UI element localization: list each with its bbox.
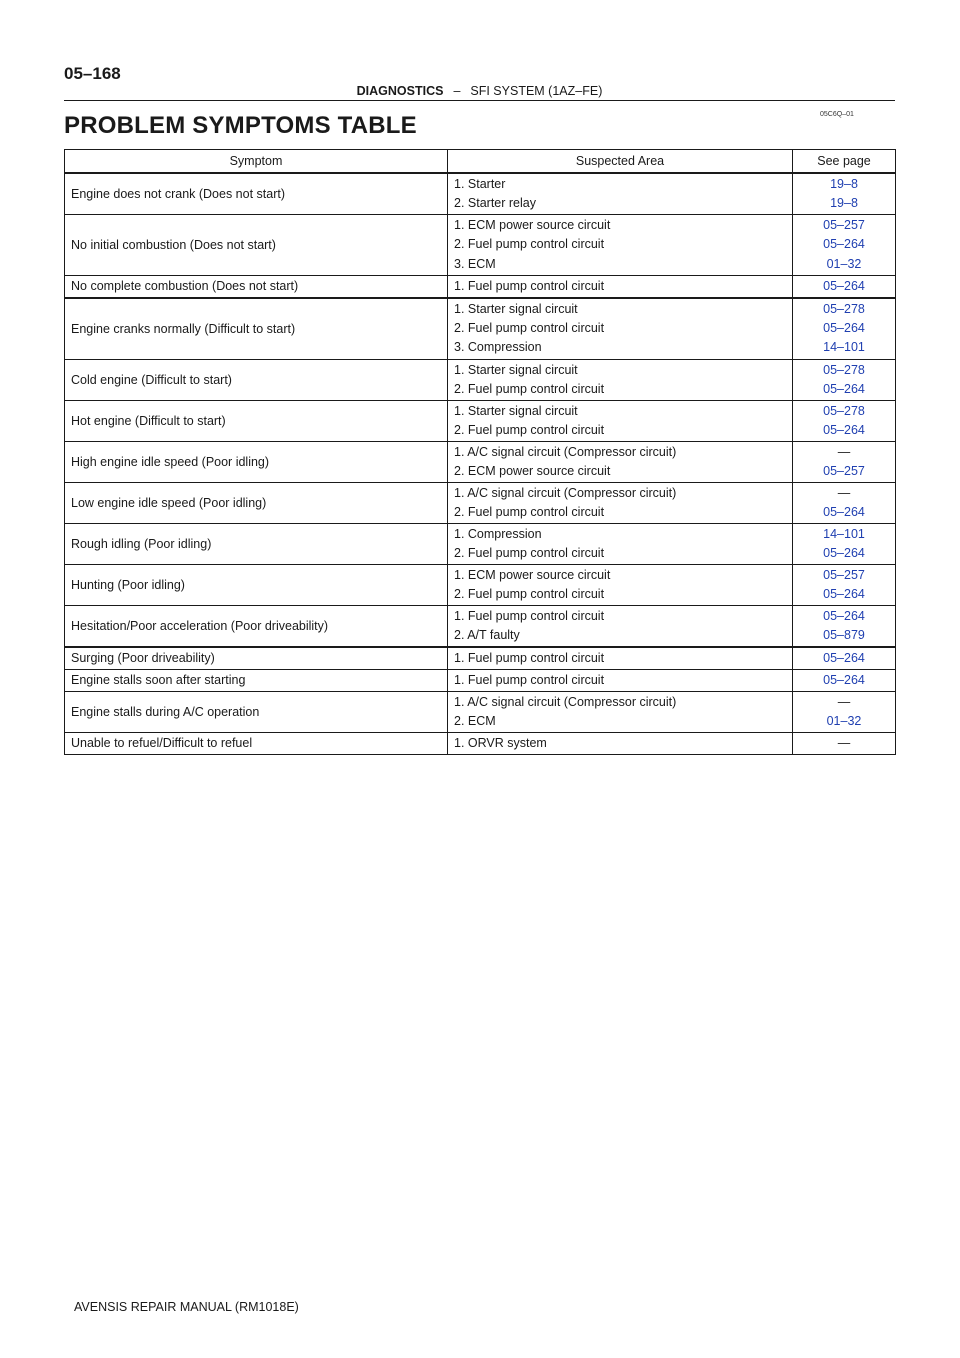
- suspected-area-cell: [448, 647, 793, 670]
- see-page-cell: [793, 400, 896, 441]
- see-page-cell: [793, 669, 896, 691]
- symptom-cell: Hesitation/Poor acceleration (Poor driveability): [65, 605, 448, 647]
- suspected-area-cell: [448, 400, 793, 441]
- page-reference-link[interactable]: 05–264: [823, 237, 865, 252]
- symptom-cell: Hot engine (Difficult to start): [65, 400, 448, 441]
- page-reference-link[interactable]: 05–264: [823, 422, 865, 437]
- symptom-cell: Engine stalls during A/C operation: [65, 691, 448, 732]
- no-page-dash: —: [837, 694, 851, 709]
- header-rule: [64, 100, 895, 101]
- symptom-cell: Engine does not crank (Does not start): [65, 173, 448, 215]
- see-page-cell: [793, 275, 896, 298]
- section-system: SFI SYSTEM (1AZ–FE): [470, 84, 603, 98]
- no-page-dash: —: [837, 485, 851, 500]
- table-row: [65, 482, 896, 523]
- page-reference-link[interactable]: 05–278: [823, 301, 865, 316]
- no-page-dash: —: [837, 444, 851, 459]
- page-reference-link[interactable]: 05–264: [823, 504, 865, 519]
- symptom-cell: Cold engine (Difficult to start): [65, 359, 448, 400]
- table-row: [65, 173, 896, 215]
- suspected-area-cell: [448, 359, 793, 400]
- header-see-page: See page: [793, 150, 896, 174]
- see-page-cell: [793, 732, 896, 754]
- suspected-area-item: 2. Fuel pump control circuit: [454, 381, 605, 396]
- table-row: [65, 400, 896, 441]
- footer-manual-id: AVENSIS REPAIR MANUAL (RM1018E): [74, 1300, 299, 1314]
- page-reference-link[interactable]: 05–264: [823, 586, 865, 601]
- section-category: DIAGNOSTICS: [356, 84, 444, 98]
- page-reference-link[interactable]: 05–879: [823, 627, 865, 642]
- symptom-cell: No complete combustion (Does not start): [65, 275, 448, 298]
- suspected-area-cell: [448, 523, 793, 564]
- page-reference-link[interactable]: 05–278: [823, 403, 865, 418]
- see-page-cell: [793, 173, 896, 215]
- suspected-area-item: 2. Fuel pump control circuit: [454, 586, 605, 601]
- symptom-cell: High engine idle speed (Poor idling): [65, 441, 448, 482]
- table-row: [65, 647, 896, 670]
- suspected-area-cell: [448, 482, 793, 523]
- page-reference-link[interactable]: 05–264: [823, 672, 865, 687]
- suspected-area-item: 2. A/T faulty: [454, 627, 520, 642]
- symptom-cell: No initial combustion (Does not start): [65, 215, 448, 276]
- suspected-area-cell: [448, 275, 793, 298]
- page-reference-link[interactable]: 14–101: [823, 340, 865, 355]
- table-row: [65, 564, 896, 605]
- page-reference-link[interactable]: 19–8: [830, 196, 858, 210]
- suspected-area-cell: [448, 691, 793, 732]
- suspected-area-item: 2. Fuel pump control circuit: [454, 545, 605, 560]
- suspected-area-cell: [448, 215, 793, 276]
- suspected-area-item: 2. Fuel pump control circuit: [454, 237, 605, 252]
- table-header-row: [65, 150, 896, 174]
- page-reference-link[interactable]: 05–264: [823, 321, 865, 336]
- table-row: [65, 215, 896, 276]
- see-page-cell: [793, 298, 896, 359]
- suspected-area-item: 1. Starter signal circuit: [454, 403, 578, 418]
- page-reference-link[interactable]: 19–8: [830, 177, 858, 191]
- see-page-cell: [793, 605, 896, 647]
- figure-code: 05C6Q–01: [820, 111, 854, 118]
- suspected-area-item: 3. ECM: [454, 256, 496, 271]
- see-page-cell: [793, 215, 896, 276]
- symptom-cell: Engine stalls soon after starting: [65, 669, 448, 691]
- page-number: 05–168: [64, 64, 121, 83]
- suspected-area-item: 1. Starter signal circuit: [454, 301, 578, 316]
- symptom-cell: Engine cranks normally (Difficult to start): [65, 298, 448, 359]
- see-page-cell: [793, 482, 896, 523]
- suspected-area-item: 1. Starter: [454, 177, 506, 191]
- page-reference-link[interactable]: 01–32: [826, 256, 862, 271]
- symptom-cell: Surging (Poor driveability): [65, 647, 448, 670]
- page-reference-link[interactable]: 05–278: [823, 362, 865, 377]
- page-reference-link[interactable]: 05–264: [823, 381, 865, 396]
- page-reference-link[interactable]: 05–264: [823, 545, 865, 560]
- table-row: [65, 732, 896, 754]
- suspected-area-item: 1. Fuel pump control circuit: [454, 650, 605, 665]
- header-symptom: Symptom: [65, 150, 448, 174]
- suspected-area-cell: [448, 173, 793, 215]
- table-row: [65, 605, 896, 647]
- suspected-area-item: 1. A/C signal circuit (Compressor circuit): [454, 444, 677, 459]
- page-reference-link[interactable]: 05–257: [823, 218, 865, 232]
- see-page-cell: [793, 691, 896, 732]
- suspected-area-item: 2. Starter relay: [454, 196, 536, 210]
- suspected-area-item: 2. Fuel pump control circuit: [454, 504, 605, 519]
- see-page-cell: [793, 359, 896, 400]
- symptom-cell: Rough idling (Poor idling): [65, 523, 448, 564]
- suspected-area-item: 3. Compression: [454, 340, 542, 355]
- table-row: [65, 523, 896, 564]
- suspected-area-item: 1. Compression: [454, 526, 542, 541]
- see-page-cell: [793, 564, 896, 605]
- suspected-area-item: 1. Fuel pump control circuit: [454, 278, 605, 293]
- suspected-area-item: 1. A/C signal circuit (Compressor circuit): [454, 694, 677, 709]
- suspected-area-cell: [448, 605, 793, 647]
- page-reference-link[interactable]: 05–257: [823, 463, 865, 478]
- page-reference-link[interactable]: 05–257: [823, 567, 865, 582]
- header-suspected-area: Suspected Area: [448, 150, 793, 174]
- table-body: [65, 173, 896, 754]
- table-row: [65, 691, 896, 732]
- suspected-area-cell: [448, 564, 793, 605]
- suspected-area-cell: [448, 732, 793, 754]
- section-header: [64, 84, 895, 98]
- section-dash: –: [453, 84, 461, 98]
- see-page-cell: [793, 647, 896, 670]
- suspected-area-item: 1. ECM power source circuit: [454, 218, 611, 232]
- problem-symptoms-table: [64, 149, 896, 755]
- page-reference-link[interactable]: 05–264: [823, 650, 865, 665]
- suspected-area-item: 2. Fuel pump control circuit: [454, 321, 605, 336]
- suspected-area-item: 1. ORVR system: [454, 735, 547, 750]
- suspected-area-item: 2. ECM: [454, 713, 496, 728]
- see-page-cell: [793, 523, 896, 564]
- suspected-area-cell: [448, 441, 793, 482]
- table-row: [65, 359, 896, 400]
- symptom-cell: Low engine idle speed (Poor idling): [65, 482, 448, 523]
- table-row: [65, 275, 896, 298]
- suspected-area-cell: [448, 298, 793, 359]
- suspected-area-item: 2. ECM power source circuit: [454, 463, 611, 478]
- page-reference-link[interactable]: 05–264: [823, 608, 865, 623]
- suspected-area-item: 1. Fuel pump control circuit: [454, 608, 605, 623]
- page-reference-link[interactable]: 14–101: [823, 526, 865, 541]
- page-reference-link[interactable]: 05–264: [823, 278, 865, 293]
- suspected-area-item: 1. Starter signal circuit: [454, 362, 578, 377]
- suspected-area-item: 2. Fuel pump control circuit: [454, 422, 605, 437]
- page-title: PROBLEM SYMPTOMS TABLE: [64, 112, 417, 139]
- table-row: [65, 441, 896, 482]
- symptom-cell: Hunting (Poor idling): [65, 564, 448, 605]
- suspected-area-item: 1. ECM power source circuit: [454, 567, 611, 582]
- page-reference-link[interactable]: 01–32: [826, 713, 862, 728]
- symptom-cell: Unable to refuel/Difficult to refuel: [65, 732, 448, 754]
- suspected-area-item: 1. A/C signal circuit (Compressor circuit): [454, 485, 677, 500]
- table-row: [65, 298, 896, 359]
- suspected-area-cell: [448, 669, 793, 691]
- no-page-dash: —: [837, 735, 851, 750]
- table-row: [65, 669, 896, 691]
- suspected-area-item: 1. Fuel pump control circuit: [454, 672, 605, 687]
- see-page-cell: [793, 441, 896, 482]
